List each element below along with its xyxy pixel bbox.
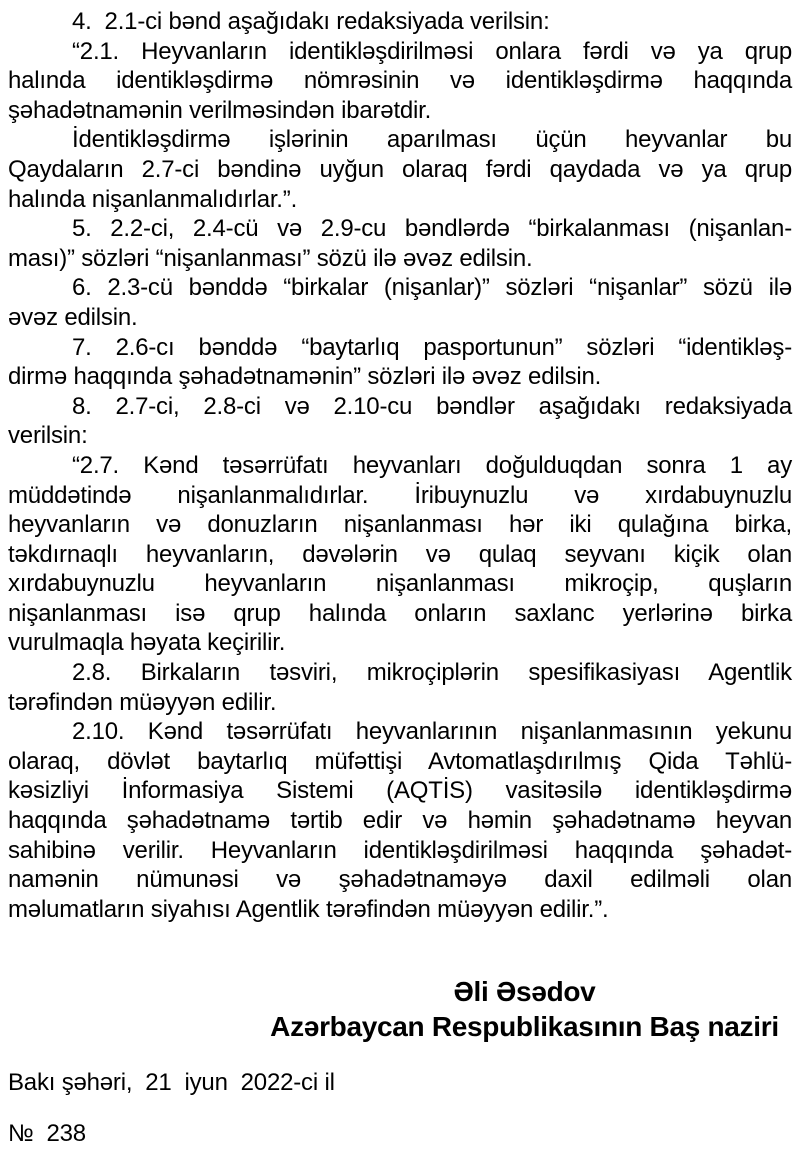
text-line: haqqında şəhadətnamə tərtib edir və həmin şəhadətnamə heyvan <box>8 807 792 835</box>
text-line: 2.10. Kənd təsərrüfatı heyvanlarının nişanlanmasının yekunu <box>72 718 792 746</box>
text-line: halında identikləşdirmə nömrəsinin və identikləşdirmə haqqında <box>8 67 792 95</box>
signature-block <box>257 974 792 1044</box>
text-line: sahibinə verilir. Heyvanların identikləşdirilməsi haqqında şəhadət- <box>8 836 792 864</box>
text-line: təkdırnaqlı heyvanların, dəvələrin və qulaq seyvanı kiçik olan <box>8 540 792 568</box>
text-line: şəhadətnamənin verilməsindən ibarətdir. <box>8 96 432 124</box>
text-line: tərəfindən müəyyən edilir. <box>8 688 277 716</box>
text-line: 5. 2.2-ci, 2.4-cü və 2.9-cu bəndlərdə “birkalanması (nişanlan- <box>72 215 792 243</box>
text-line: vurulmaqla həyata keçirilir. <box>8 629 286 657</box>
text-line: nişanlanması isə qrup halında onların saxlanc yerlərinə birka <box>8 599 792 627</box>
text-line: əvəz edilsin. <box>8 303 138 331</box>
text-line: İdentikləşdirmə işlərinin aparılması üçün heyvanlar bu <box>72 126 792 154</box>
text-line: xırdabuynuzlu heyvanların nişanlanması mikroçip, quşların <box>8 570 792 598</box>
text-line: heyvanların və donuzların nişanlanması hər iki qulağına birka, <box>8 511 792 539</box>
text-line: halında nişanlanmalıdırlar.”. <box>8 185 298 213</box>
place-date-line: Bakı şəhəri, 21 iyun 2022-ci il <box>8 1069 335 1097</box>
document-number-line: № 238 <box>8 1120 86 1147</box>
text-line: 2.8. Birkaların təsviri, mikroçiplərin spesifikasiyası Agentlik <box>72 659 792 687</box>
text-line: namənin nümunəsi və şəhadətnaməyə daxil edilməli olan <box>8 866 792 894</box>
text-line: 6. 2.3-cü bənddə “birkalar (nişanlar)” sözləri “nişanlar” sözü ilə <box>72 274 792 302</box>
text-line: olaraq, dövlət baytarlıq müfəttişi Avtomatlaşdırılmış Qida Təhlü- <box>8 747 792 775</box>
text-line: dirmə haqqında şəhadətnamənin” sözləri ilə əvəz edilsin. <box>8 363 602 391</box>
signatory-name: Əli Əsədov <box>453 976 596 1008</box>
signatory-title: Azərbaycan Respublikasının Baş naziri <box>270 1011 779 1043</box>
text-line: ması)” sözləri “nişanlanması” sözü ilə əvəz edilsin. <box>8 244 533 272</box>
text-line: məlumatların siyahısı Agentlik tərəfindən müəyyən edilir.”. <box>8 895 609 923</box>
text-line: 7. 2.6-cı bənddə “baytarlıq pasportunun” sözləri “identikləş- <box>72 333 792 361</box>
text-line: müddətində nişanlanmalıdırlar. İribuynuzlu və xırdabuynuzlu <box>8 481 792 509</box>
text-line: “2.7. Kənd təsərrüfatı heyvanları doğulduqdan sonra 1 ay <box>72 451 792 479</box>
text-line: Qaydaların 2.7-ci bəndinə uyğun olaraq fərdi qaydada və ya qrup <box>8 155 792 183</box>
document-body <box>8 7 792 924</box>
text-line: verilsin: <box>8 422 88 450</box>
text-line: 8. 2.7-ci, 2.8-ci və 2.10-cu bəndlər aşağıdakı redaksiyada <box>72 392 792 420</box>
text-line: kəsizliyi İnformasiya Sistemi (AQTİS) vasitəsilə identikləşdirmə <box>8 777 792 805</box>
text-line: 4. 2.1-ci bənd aşağıdakı redaksiyada verilsin: <box>72 8 550 35</box>
text-line: “2.1. Heyvanların identikləşdirilməsi onlara fərdi və ya qrup <box>72 37 792 65</box>
